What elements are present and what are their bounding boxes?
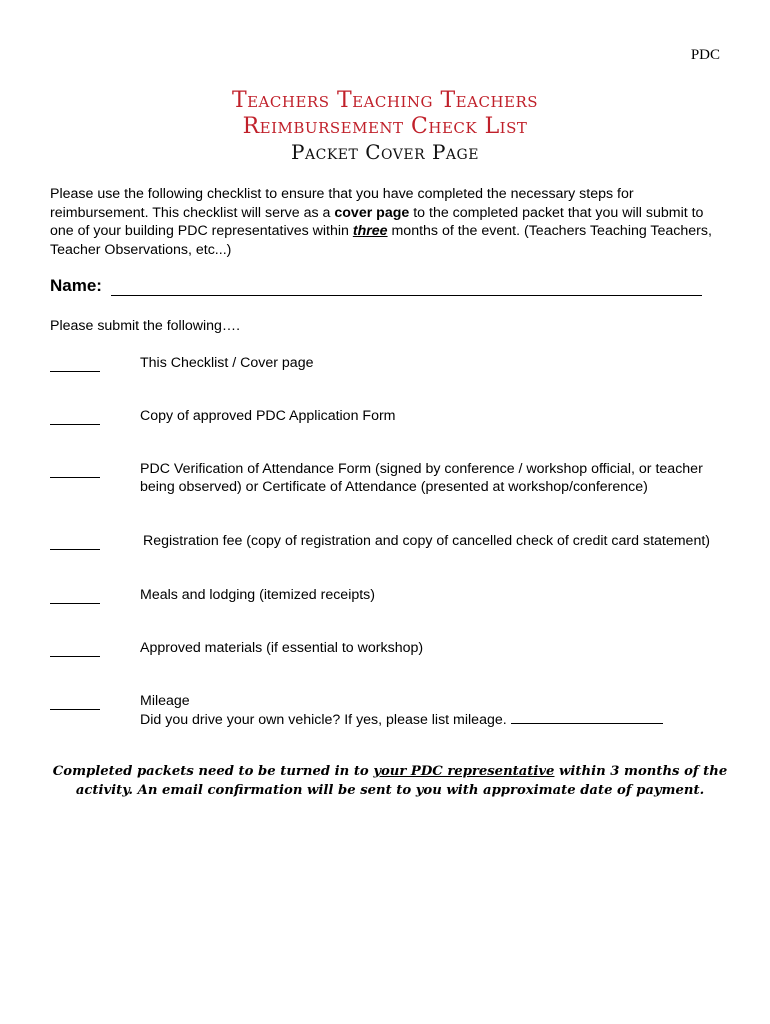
submit-instructions: Please submit the following…. <box>50 318 241 334</box>
check-blank-line[interactable] <box>50 603 100 604</box>
closing-underlined: your PDC representative <box>373 764 555 779</box>
mileage-question <box>140 710 710 729</box>
check-blank-line[interactable] <box>50 477 100 478</box>
intro-paragraph <box>50 185 730 259</box>
mileage-input-line[interactable] <box>511 710 663 724</box>
check-blank-line[interactable] <box>50 549 100 550</box>
title-line-2: Reimbursement Check List <box>242 114 528 139</box>
intro-bold-phrase: cover page <box>334 204 410 221</box>
checklist-item-text: Registration fee (copy of registration and copy of cancelled check of credit card statement) <box>143 533 711 549</box>
corner-code: PDC <box>690 47 720 63</box>
checklist-item-text: Copy of approved PDC Application Form <box>140 408 396 424</box>
name-label: Name: <box>50 276 102 295</box>
checklist-item-text: PDC Verification of Attendance Form (signed by conference / workshop official, or teacher being observed) or Certificate of Attendance (presented at workshop/conference) <box>140 461 703 495</box>
checklist-item-text: This Checklist / Cover page <box>140 355 314 371</box>
closing-text-2: within 3 months of the activity. An email confirmation will be sent to you with approximate date of payment. <box>75 764 728 798</box>
mileage-label: Mileage <box>140 693 190 709</box>
title-line-1: Teachers Teaching Teachers <box>231 88 539 113</box>
checklist-item-text <box>140 692 710 729</box>
title-line-3: Packet Cover Page <box>291 140 479 164</box>
intro-text-3: months of the event. (Teachers Teaching Teachers, Teacher Observations, etc...) <box>50 223 712 258</box>
closing-note <box>40 762 740 800</box>
checklist-item-text: Approved materials (if essential to workshop) <box>140 640 424 656</box>
check-blank-line[interactable] <box>50 424 100 425</box>
check-blank-line[interactable] <box>50 371 100 372</box>
closing-text-1: Completed packets need to be turned in to <box>52 764 374 779</box>
mileage-question-text: Did you drive your own vehicle? If yes, please list mileage. <box>140 712 507 728</box>
checklist-item-text: Meals and lodging (itemized receipts) <box>140 587 375 603</box>
intro-text-1: Please use the following checklist to ensure that you have completed the necessary steps for reimbursement. This checklist will serve as a <box>50 186 634 221</box>
intro-text-2: to the completed packet that you will submit to one of your building PDC representatives within <box>50 204 704 239</box>
check-blank-line[interactable] <box>50 656 100 657</box>
name-input-line[interactable] <box>111 295 702 296</box>
intro-emphasis-word: three <box>352 223 388 239</box>
check-blank-line[interactable] <box>50 709 100 710</box>
